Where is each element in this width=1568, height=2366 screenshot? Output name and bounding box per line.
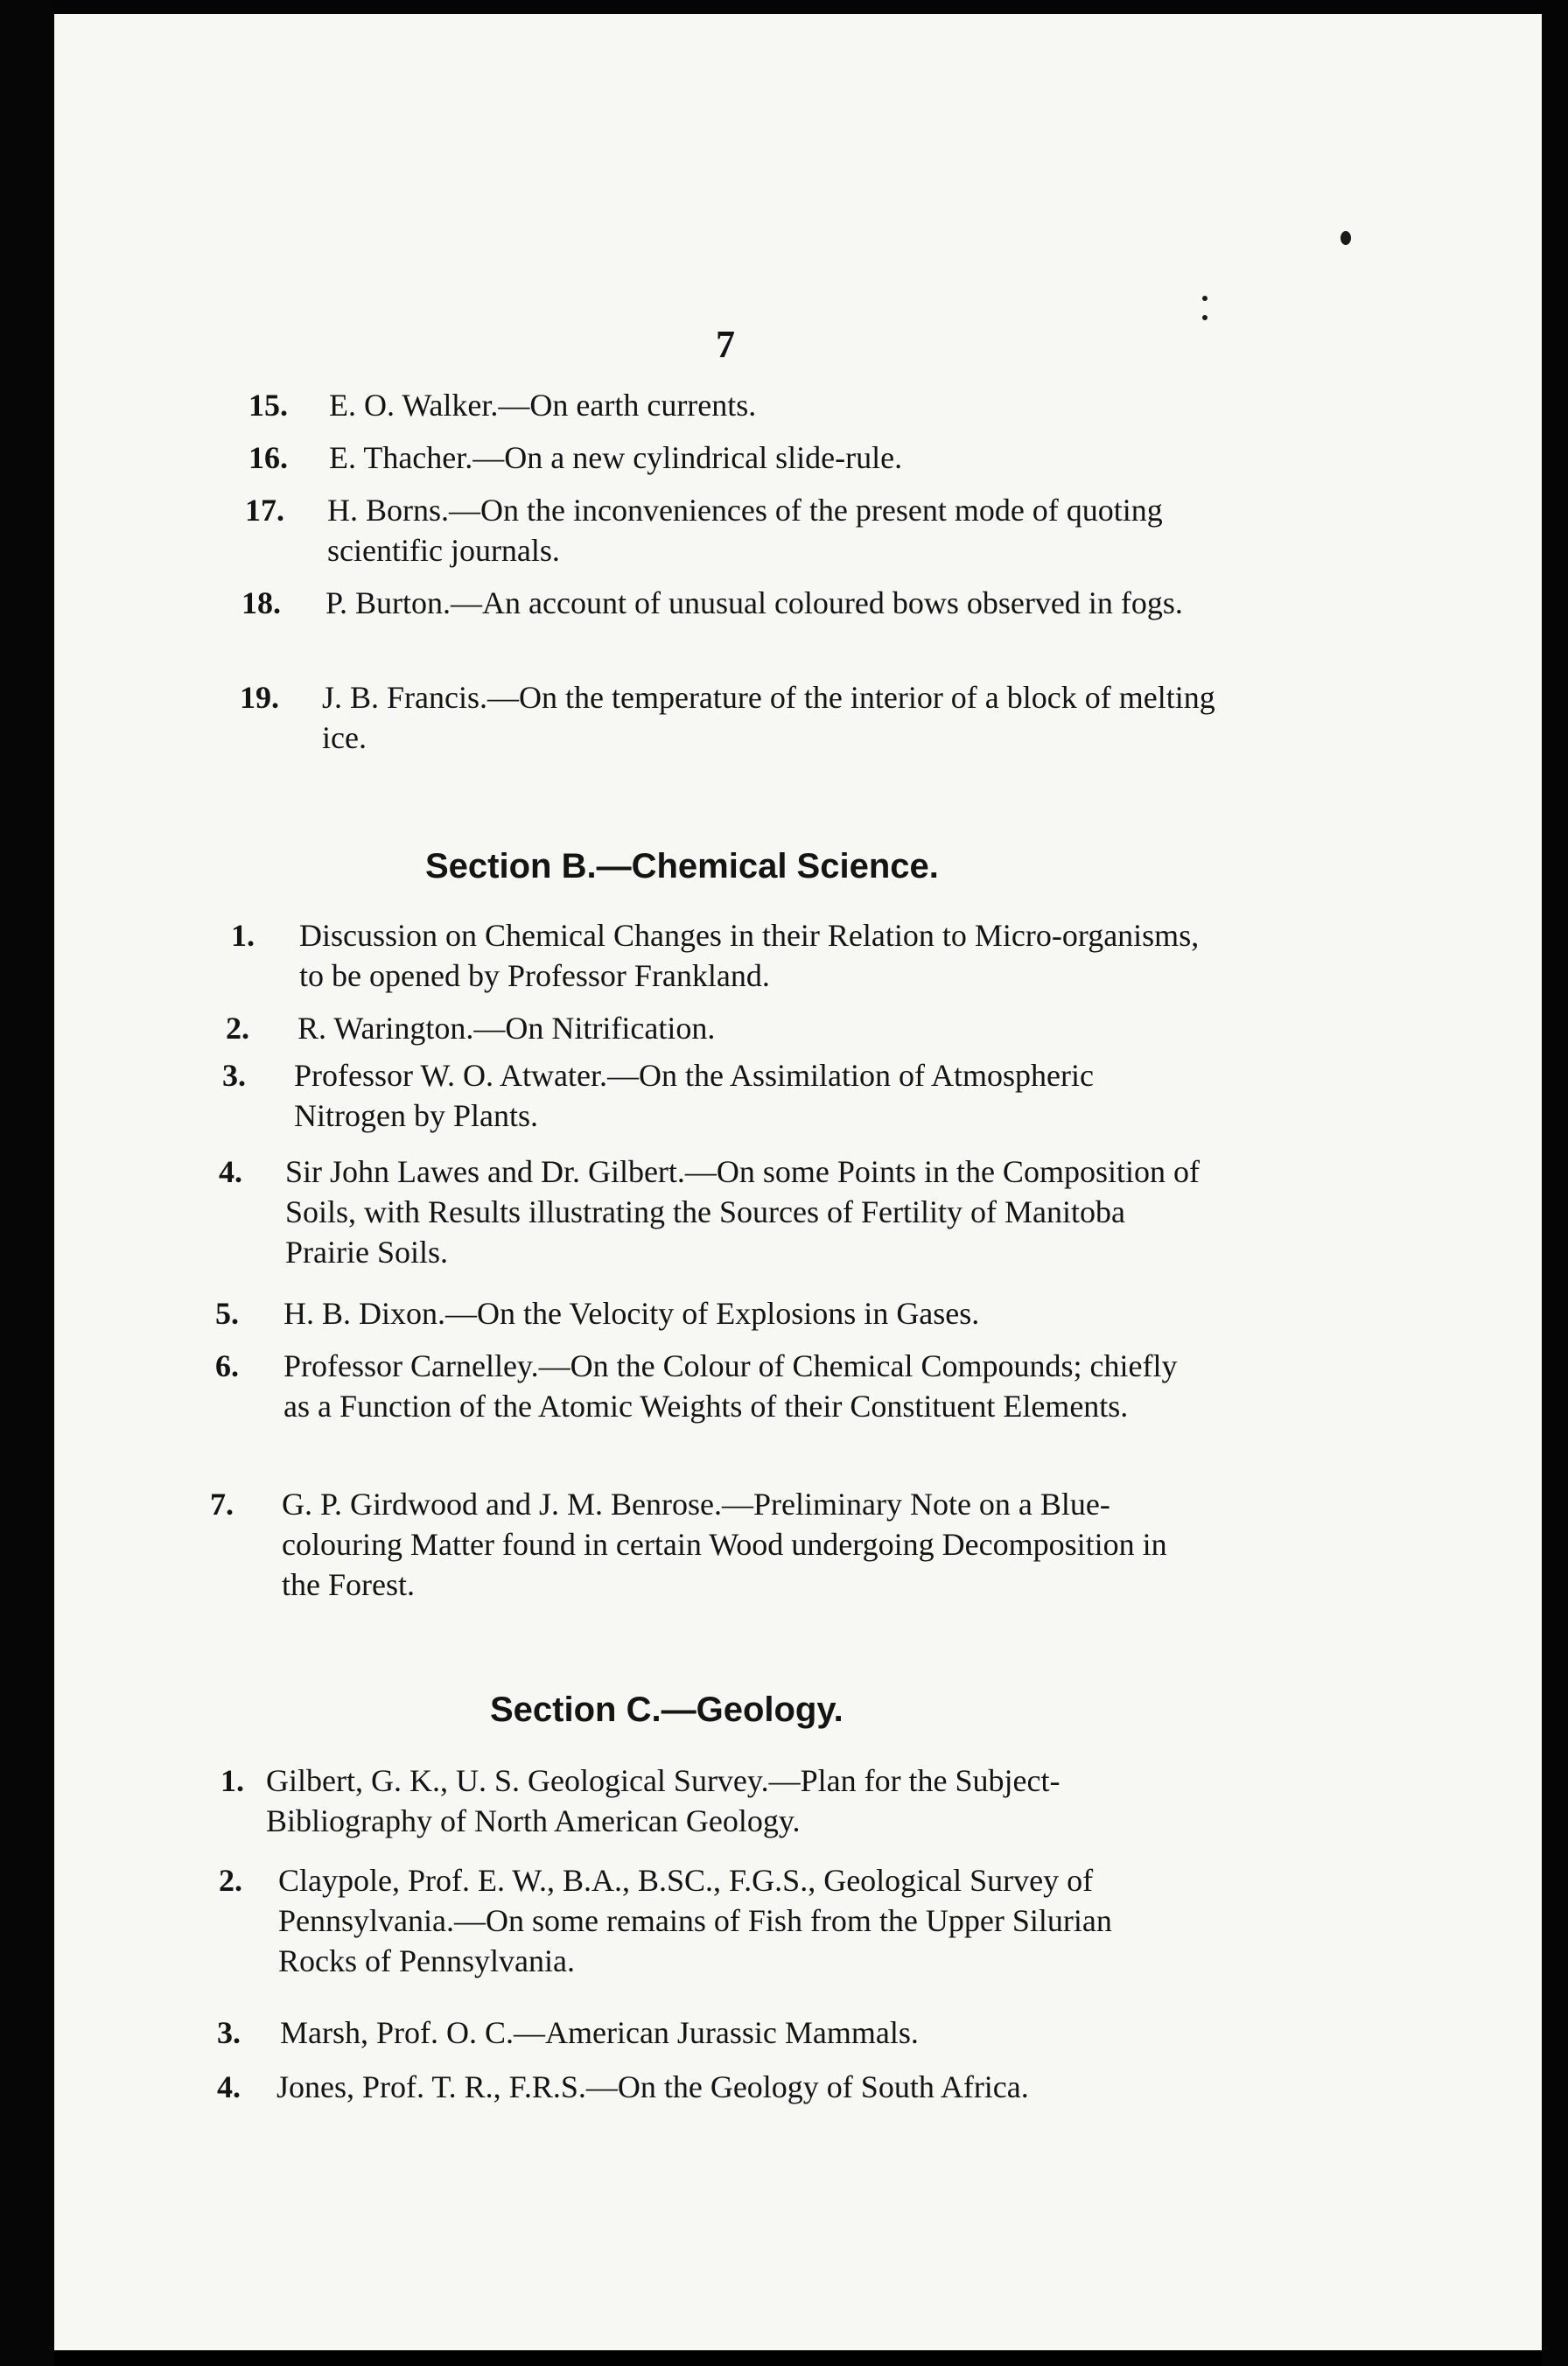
entry-text: Sir John Lawes and Dr. Gilbert.—On some Points in the Composition of Soils, with Results illustrating the Sources of Fertility of Manitoba Prairie Soils.: [285, 1154, 1200, 1270]
scan-border-left: [0, 0, 54, 2366]
ink-speck: [1340, 231, 1351, 245]
entry-number: 17.: [245, 493, 284, 528]
entry-text: P. Burton.—An account of unusual coloured bows observed in fogs.: [326, 585, 1183, 620]
page-number: 7: [716, 323, 735, 366]
entry-number: 19.: [240, 680, 279, 715]
scan-border-right: [1542, 0, 1568, 2366]
entry-number: 4.: [217, 2069, 241, 2104]
entry-text: Discussion on Chemical Changes in their Relation to Micro-organisms, to be opened by Professor Frankland.: [299, 918, 1200, 993]
entry-number: 3.: [222, 1058, 246, 1093]
entry-text: H. Borns.—On the inconveniences of the present mode of quoting scientific journals.: [327, 493, 1163, 568]
entry-text: J. B. Francis.—On the temperature of the interior of a block of melting ice.: [322, 680, 1215, 755]
entry-number: 3.: [217, 2015, 241, 2050]
entry-text: Jones, Prof. T. R., F.R.S.—On the Geology of South Africa.: [276, 2069, 1029, 2104]
entry-number: 18.: [242, 585, 281, 620]
entry-number: 2.: [219, 1863, 242, 1898]
entry-text: Gilbert, G. K., U. S. Geological Survey.—Plan for the Subject-Bibliography of North American Geology.: [266, 1763, 1060, 1838]
entry-text: Claypole, Prof. E. W., B.A., B.SC., F.G.S., Geological Survey of Pennsylvania.—On some remains of Fish from the Upper Silurian Rocks of Pennsylvania.: [278, 1863, 1112, 1978]
entry-text: E. Thacher.—On a new cylindrical slide-rule.: [329, 440, 903, 475]
section-heading: Section B.—Chemical Science.: [425, 847, 939, 886]
entry-number: 1.: [220, 1763, 244, 1798]
entry-number: 5.: [215, 1296, 239, 1331]
entry-text: Professor W. O. Atwater.—On the Assimilation of Atmospheric Nitrogen by Plants.: [294, 1058, 1094, 1133]
entry-text: Professor Carnelley.—On the Colour of Chemical Compounds; chiefly as a Function of the Atomic Weights of their Constituent Elements.: [284, 1348, 1178, 1424]
entry-text: Marsh, Prof. O. C.—American Jurassic Mammals.: [280, 2015, 919, 2050]
entry-number: 4.: [219, 1154, 242, 1189]
entry-text: R. Warington.—On Nitrification.: [298, 1011, 716, 1046]
entry-number: 6.: [215, 1348, 239, 1383]
ink-speck: [1202, 315, 1208, 320]
entry-text: E. O. Walker.—On earth currents.: [329, 388, 757, 423]
entry-number: 1.: [231, 918, 255, 953]
ink-speck: [1202, 296, 1208, 301]
section-heading: Section C.—Geology.: [490, 1690, 844, 1729]
entry-text: H. B. Dixon.—On the Velocity of Explosions in Gases.: [284, 1296, 980, 1331]
scan-border-top: [54, 0, 1542, 14]
entry-number: 7.: [210, 1487, 234, 1522]
entry-number: 15.: [248, 388, 288, 423]
entry-text: G. P. Girdwood and J. M. Benrose.—Preliminary Note on a Blue-colouring Matter found in certain Wood undergoing Decomposition in the Forest.: [282, 1487, 1167, 1602]
entry-number: 16.: [248, 440, 288, 475]
entry-number: 2.: [226, 1011, 249, 1046]
